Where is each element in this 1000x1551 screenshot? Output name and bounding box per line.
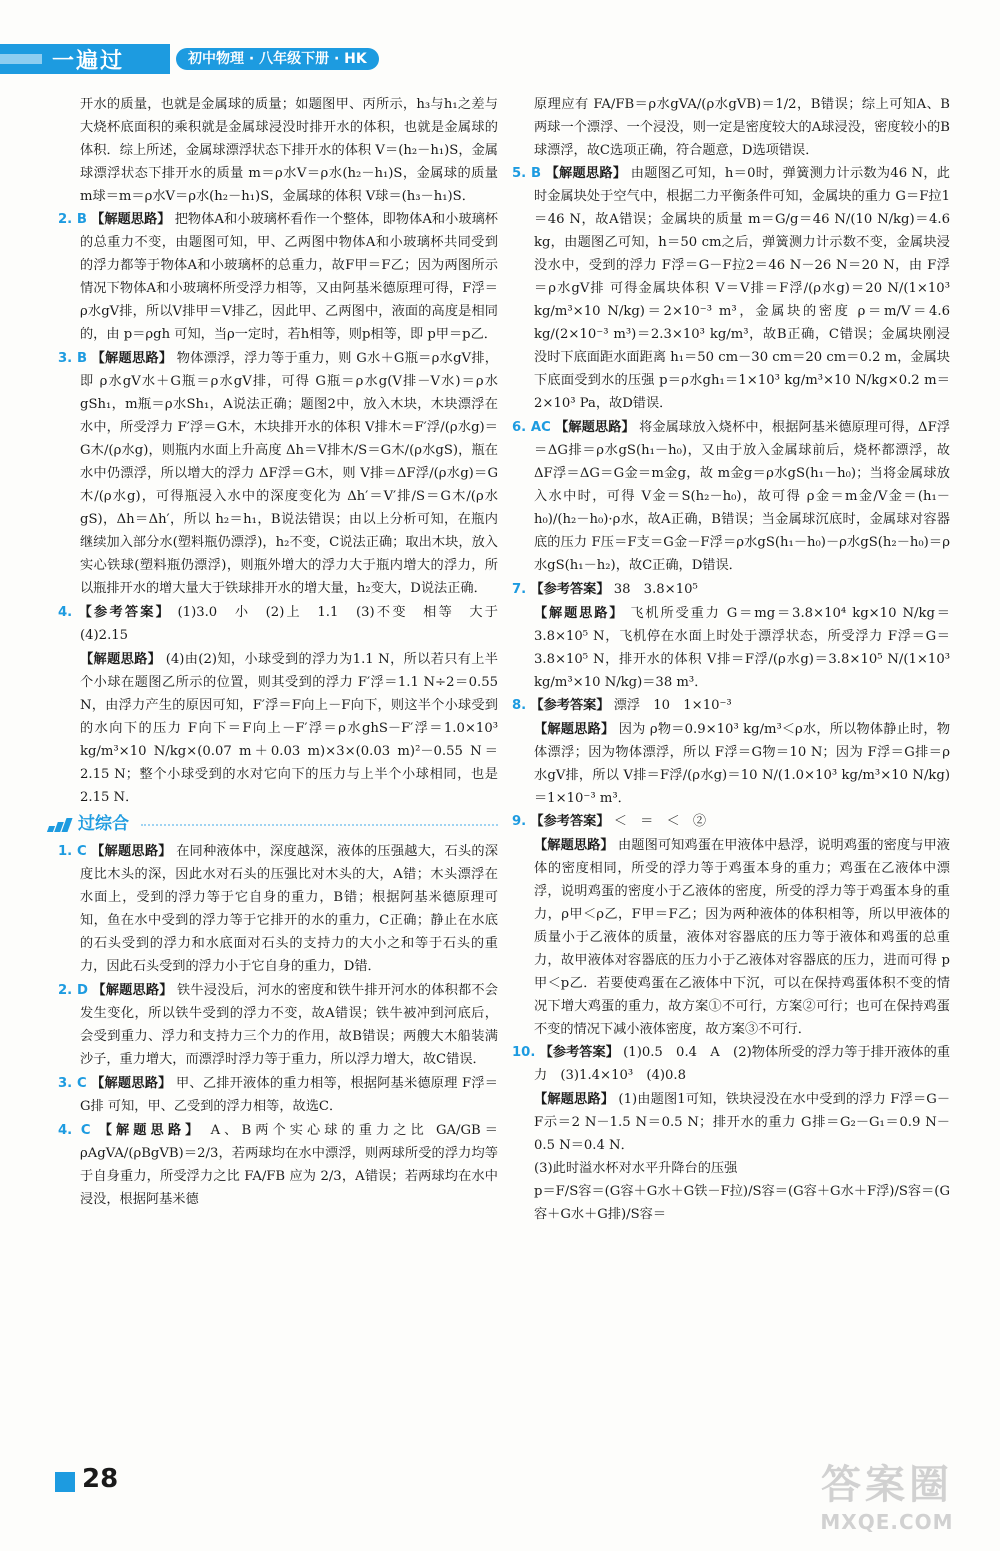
intro-paragraph: 开水的质量，也就是金属球的质量；如题图甲、丙所示，h₃与h₁之差与大烧杯底面积的乘积就是金属球浸没时排开水的体积，也就是金属球的体积．综上所述，金属球漂浮状态下排开水的体积 V＝(h₂－h₁)S，金属球漂浮状态下排开水的质量 m＝ρ水V＝ρ水(h₂－h₁)S，金属球的质量 m球＝m＝ρ水V＝ρ水(h₂－h₁)S，金属球的体积 V球＝(h₃－h₁)S．	[80, 97, 498, 204]
answer-8: 8. 【参考答案】 漂浮 10 1×10⁻³	[512, 698, 732, 713]
answer-4: 4. 【参考答案】 (1)3.0 小 (2)上 1.1 (3)不变 相等 大于 (4)2.15	[58, 605, 512, 643]
answer-4-explanation: 【解题思路】 (4)由(2)知，小球受到的浮力为1.1 N，所以若只有上半个小球在题图乙所示的位置，则其受到的浮力 F′浮＝1.1 N÷2＝0.55 N，由浮力产生的原因可知，F′浮＝F向上－F向下，则这半个小球受到的水向下的压力 F向下＝F向上－F′浮＝ρ水ghS－F′浮＝1.0×10³ kg/m³×10 N/kg×(0.07 m＋0.03 m)×3×(0.03 m)²－0.55 N＝2.15 N；整个小球受到的水对它向下的压力与上半个小球相同，也是2.15 N．	[80, 652, 498, 805]
answer-10-part3: (3)此时溢水杯对水平升降台的压强	[534, 1161, 738, 1176]
answer-6: 6. AC 【解题思路】 将金属球放入烧杯中，根据阿基米德原理可得，ΔF浮＝ΔG排＝ρ水gS(h₁－h₀)，又由于放入金属球前后，烧杯都漂浮，故 ΔF浮＝ΔG＝G金＝m金g，故 m金g＝ρ水gS(h₁－h₀)；当将金属球放入水中时，可得 V金＝S(h₂－h₀)，故可得 ρ金＝m金/V金＝(h₁－h₀)/(h₂－h₀)·ρ水，故A正确，B错误；当金属球沉底时，金属球对容器底的压力 F压＝F支＝G金－F浮＝ρ水gS(h₁－h₀)－ρ水gS(h₂－h₀)＝ρ水gS(h₁－h₂)，故C正确，D错误．	[512, 420, 951, 573]
answer-5: 5. B 【解题思路】 由题图乙可知，h＝0时，弹簧测力计示数为46 N，此时金属块处于空气中，根据二力平衡条件可知，金属块的重力 G＝F拉1＝46 N，故A错误；金属块的质量 m＝G/g＝46 N/(10 N/kg)＝4.6 kg，由题图乙可知，h＝50 cm之后，弹簧测力计示数不变，金属块浸没水中，受到的浮力 F浮＝G－F拉2＝46 N－26 N＝20 N，由 F浮＝ρ水gV排 可得金属块体积 V＝V排＝F浮/(ρ水g)＝20 N/(1×10³ kg/m³×10 N/kg)＝2×10⁻³ m³，金属块的密度 ρ＝m/V＝4.6 kg/(2×10⁻³ m³)＝2.3×10³ kg/m³，故B正确，C错误；金属块刚浸没时下底面距水面距离 h₁＝50 cm－30 cm＝20 cm＝0.2 m，金属块下底面受到水的压强 p＝ρ水gh₁＝1×10³ kg/m³×10 N/kg×0.2 m＝2×10³ Pa，故D错误．	[512, 166, 950, 411]
series-logo: 一遍过	[0, 44, 170, 74]
comprehensive-3: 3. C 【解题思路】 甲、乙排开液体的重力相等，根据阿基米德原理 F浮＝G排 可知，甲、乙受到的浮力相等，故选C．	[58, 1076, 498, 1114]
answer-10-formula: p＝F/S容＝(G容＋G水＋G铁－F拉)/S容＝(G容＋G水＋F浮)/S容＝(G容＋G水＋G排)/S容＝	[534, 1184, 950, 1222]
answer-2: 2. B 【解题思路】 把物体A和小玻璃杯看作一个整体，即物体A和小玻璃杯的总重力不变，由题图可知，甲、乙两图中物体A和小玻璃杯共同受到的浮力都等于物体A和小玻璃杯的总重力，故F甲＝F乙；因为两图所示情况下物体A和小玻璃杯所受浮力相等，又由阿基米德原理可得，F浮＝ρ水gV排，所以V排甲＝V排乙，因此甲、乙两图中，液面的高度是相同的，由 p＝ρgh 可知，当ρ一定时，若h相等，则p相等，即 p甲＝p乙．	[58, 212, 498, 342]
section-title: 过综合	[78, 814, 129, 834]
watermark: 答案圈 MXQE.COM	[820, 1462, 954, 1534]
answer-7: 7. 【参考答案】 38 3.8×10⁵	[512, 582, 698, 597]
answer-8-explanation: 【解题思路】 因为 ρ物＝0.9×10³ kg/m³＜ρ水，所以物体静止时，物体漂浮；因为物体漂浮，所以 F浮＝G物＝10 N；因为 F浮＝G排＝ρ水gV排，所以 V排＝F浮/(ρ水g)＝10 N/(1.0×10³ kg/m³×10 N/kg)＝1×10⁻³ m³．	[534, 722, 951, 806]
bars-icon	[48, 818, 72, 832]
right-column	[512, 93, 950, 1226]
answer-7-explanation: 【解题思路】 飞机所受重力 G＝mg＝3.8×10⁴ kg×10 N/kg＝3.8×10⁵ N，飞机停在水面上时处于漂浮状态，所受浮力 F浮＝G＝3.8×10⁵ N，排开水的体积 V排＝F浮/(ρ水g)＝3.8×10⁵ N/(1×10³ kg/m³×10 N/kg)＝38 m³．	[534, 606, 950, 690]
comprehensive-4: 4. C 【解题思路】 A、B两个实心球的重力之比 GA/GB＝ρAgVA/(ρBgVB)＝2/3，若两球均在水中漂浮，则两球所受的浮力均等于自身重力，所受浮力之比 FA/FB 应为 2/3，A错误；若两球均在水中浸没，根据阿基米德	[58, 1123, 498, 1207]
left-column	[58, 93, 512, 1212]
comprehensive-2: 2. D 【解题思路】 铁牛浸没后，河水的密度和铁牛排开河水的体积都不会发生变化，所以铁牛受到的浮力不变，故A错误；铁牛被冲到河底后，会受到重力、浮力和支持力三个力的作用，故B错误；两艘大木船装满沙子，重力增大，而漂浮时浮力等于重力，所以浮力增大，故C错误．	[58, 983, 498, 1067]
section-divider	[141, 824, 498, 826]
page-number: 28	[82, 1464, 119, 1494]
answer-9-explanation: 【解题思路】 由题图可知鸡蛋在甲液体中悬浮，说明鸡蛋的密度与甲液体的密度相同，所受的浮力等于鸡蛋本身的重力；鸡蛋在乙液体中漂浮，说明鸡蛋的密度小于乙液体的密度，所受的浮力等于鸡蛋本身的重力，ρ甲＜ρ乙，F甲＝F乙；因为两种液体的体积相等，所以甲液体的质量小于乙液体的质量，液体对容器底的压力等于液体和鸡蛋的总重力，故甲液体对容器底的压力小于乙液体对容器底的压力，进而可得 p甲＜p乙．若要使鸡蛋在乙液体中下沉，可以在保持鸡蛋体积不变的情况下增大鸡蛋的重力，故方案①不可行，方案②可行；也可在保持鸡蛋不变的情况下减小液体密度，故方案③不可行．	[534, 838, 950, 1037]
answer-10: 10. 【参考答案】 (1)0.5 0.4 A (2)物体所受的浮力等于排开液体的重力 (3)1.4×10³ (4)0.8	[512, 1045, 951, 1083]
answer-9: 9. 【参考答案】 ＜ ＝ ＜ ②	[512, 814, 707, 829]
answer-4-continued: 原理应有 FA/FB＝ρ水gVA/(ρ水gVB)＝1/2，B错误；综上可知A、B两球一个漂浮、一个浸没，则一定是密度较大的A球浸没，密度较小的B球漂浮，故C选项正确，符合题意，D选项错误．	[534, 97, 950, 158]
answer-3: 3. B 【解题思路】 物体漂浮，浮力等于重力，则 G水＋G瓶＝ρ水gV排，即 ρ水gV水＋G瓶＝ρ水gV排，可得 G瓶＝ρ水g(V排－V水)＝ρ水gSh₁，m瓶＝ρ水Sh₁，A说法正确；题图2中，放入木块，木块漂浮在水中，所受浮力 F′浮＝G木，木块排开水的体积 V排木＝F′浮/(ρ水g)＝G木/(ρ水g)，则瓶内水面上升高度 Δh＝V排木/S＝G木/(ρ水gS)，瓶在水中仍漂浮，所以增大的浮力 ΔF浮＝G木，则 V排＝ΔF浮/(ρ水g)＝G木/(ρ水g)，可得瓶浸入水中的深度变化为 Δh′＝V′排/S＝G木/(ρ水gS)，Δh＝Δh′，所以 h₂＝h₁，B说法错误；由以上分析可知，在瓶内继续加入部分水(塑料瓶仍漂浮)，h₂不变，C说法正确；取出木块，放入实心铁球(塑料瓶仍漂浮)，则瓶外增大的浮力大于瓶内增大的浮力，所以瓶排开水的增大量大于铁球排开水的增大量，h₂变大，D说法正确．	[58, 351, 498, 596]
answer-10-explanation: 【解题思路】 (1)由题图1可知，铁块浸没在水中受到的浮力 F浮＝G－F示＝2 N－1.5 N＝0.5 N；排开水的重力 G排＝G₂－G₁＝0.9 N－0.5 N＝0.4 N．	[534, 1092, 951, 1153]
page-marker-icon	[55, 1472, 75, 1492]
subject-badge: 初中物理 · 八年级下册 · HK	[176, 48, 379, 70]
section-header	[48, 813, 498, 836]
comprehensive-1: 1. C 【解题思路】 在同种液体中，深度越深，液体的压强越大，石头的深度比木头的深，因此水对石头的压强比对木头的大，A错；木头漂浮在水面上，受到的浮力等于它自身的重力，B错；根据阿基米德原理可知，鱼在水中受到的浮力等于它排开的水的重力，C正确；静止在水底的石头受到的浮力和水底面对石头的支持力的大小之和等于石头的重力，因此石头受到的浮力小于它自身的重力，D错．	[58, 844, 498, 974]
